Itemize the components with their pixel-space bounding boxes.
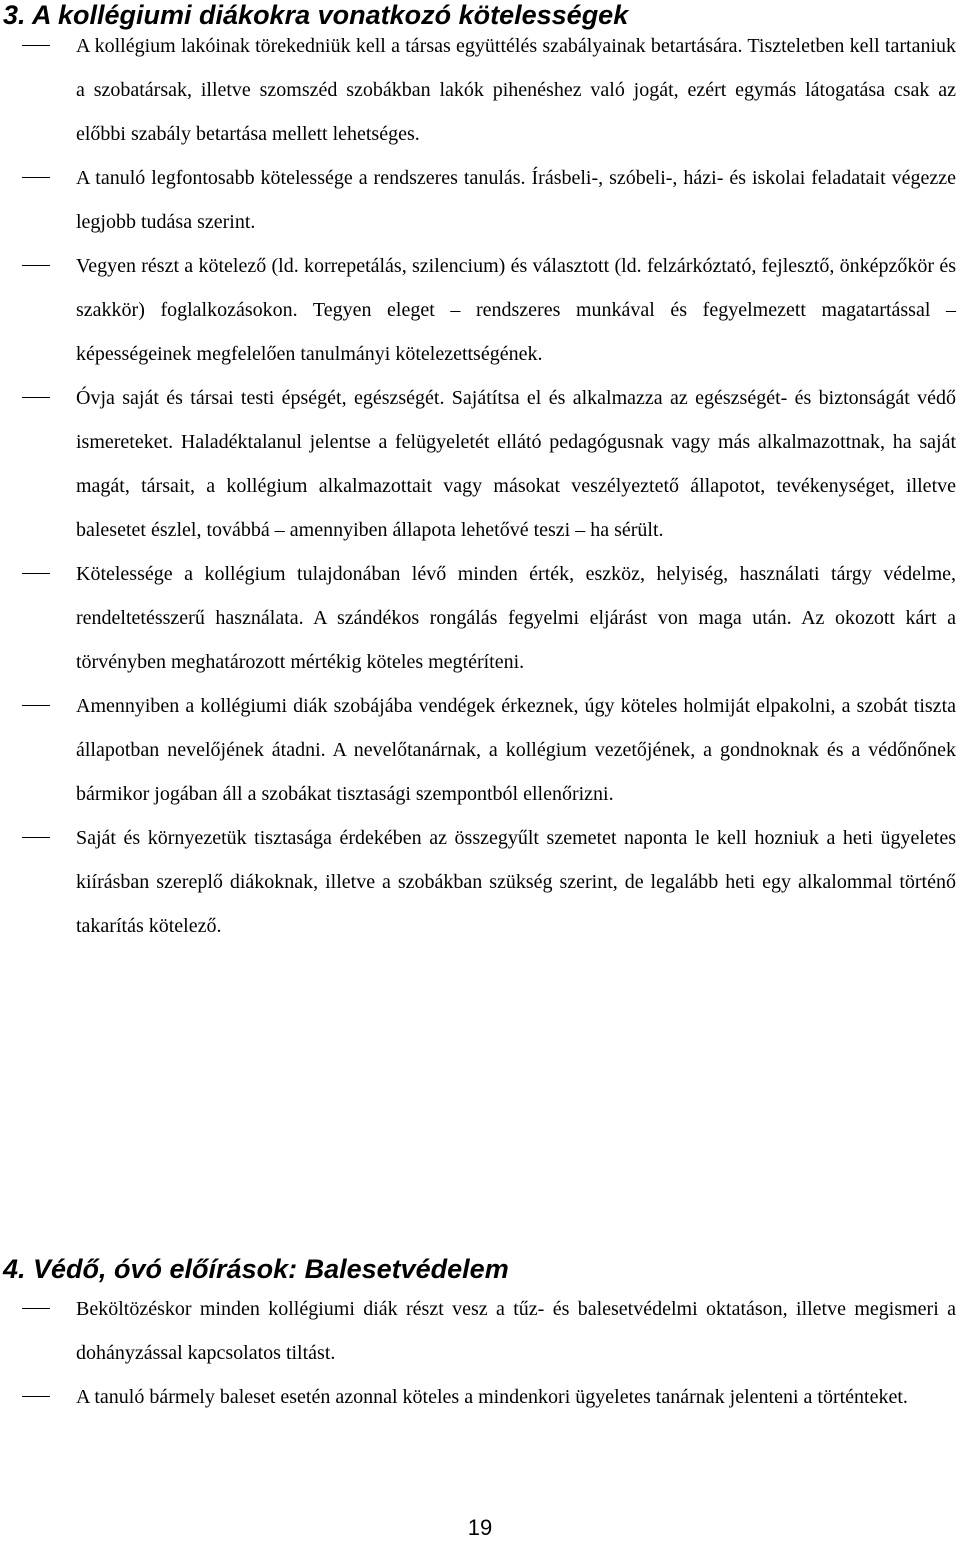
list-item <box>0 24 956 156</box>
list-item <box>0 816 956 948</box>
section-4-list <box>0 1287 956 1419</box>
list-item <box>0 552 956 684</box>
dash-bullet-icon <box>22 705 50 706</box>
dash-bullet-icon <box>22 397 50 398</box>
dash-bullet-icon <box>22 1396 50 1397</box>
list-item <box>0 684 956 816</box>
list-item-text: A kollégium lakóinak törekedniük kell a társas együttélés szabályainak betartására. Tiszteletben kell tartaniuk a szobatársak, illetve szomszéd szobákban lakók pihenéshez való jogát, ezért egymás látogatása csak az előbbi szabály betartása mellett lehetséges. <box>76 35 956 145</box>
dash-bullet-icon <box>22 573 50 574</box>
list-item <box>0 376 956 552</box>
dash-bullet-icon <box>22 177 50 178</box>
section-4-heading: 4. Védő, óvó előírások: Balesetvédelem <box>3 1254 509 1284</box>
list-item-text: Beköltözéskor minden kollégiumi diák részt vesz a tűz- és balesetvédelmi oktatáson, illetve megismeri a dohányzással kapcsolatos tiltást. <box>76 1298 956 1364</box>
list-item-text: A tanuló bármely baleset esetén azonnal köteles a mindenkori ügyeletes tanárnak jelenteni a történteket. <box>76 1386 908 1408</box>
list-item-text: Óvja saját és társai testi épségét, egészségét. Sajátítsa el és alkalmazza az egészségét- és biztonságát védő ismereteket. Haladéktalanul jelentse a felügyeletét ellátó pedagógusnak vagy más alkalmazottnak, ha saját magát, társait, a kollégium alkalmazottait vagy másokat veszélyeztető állapotot, tevékenységet, illetve balesetet észlel, továbbá – amennyiben állapota lehetővé teszi – ha sérült. <box>76 387 956 541</box>
list-item-text: Saját és környezetük tisztasága érdekében az összegyűlt szemetet naponta le kell hozniuk a heti ügyeletes kiírásban szereplő diákoknak, illetve a szobákban szükség szerint, de legalább heti egy alkalommal történő takarítás kötelező. <box>76 827 956 937</box>
list-item <box>0 1287 956 1375</box>
section-3-list <box>0 24 956 948</box>
list-item-text: Amennyiben a kollégiumi diák szobájába vendégek érkeznek, úgy köteles holmiját elpakolni, a szobát tiszta állapotban nevelőjének átadni. A nevelőtanárnak, a kollégium vezetőjének, a gondnoknak és a védőnőnek bármikor jogában áll a szobákat tisztasági szempontból ellenőrizni. <box>76 695 956 805</box>
list-item-text: Vegyen részt a kötelező (ld. korrepetálás, szilencium) és választott (ld. felzárkóztató, fejlesztő, önképzőkör és szakkör) foglalkozásokon. Tegyen eleget – rendszeres munkával és fegyelmezett magatartással – képességeinek megfelelően tanulmányi kötelezettségének. <box>76 255 956 365</box>
list-item-text: A tanuló legfontosabb kötelessége a rendszeres tanulás. Írásbeli-, szóbeli-, házi- és iskolai feladatait végezze legjobb tudása szerint. <box>76 167 956 233</box>
list-item <box>0 1375 956 1419</box>
list-item <box>0 156 956 244</box>
list-item <box>0 244 956 376</box>
dash-bullet-icon <box>22 45 50 46</box>
dash-bullet-icon <box>22 1308 50 1309</box>
dash-bullet-icon <box>22 837 50 838</box>
dash-bullet-icon <box>22 265 50 266</box>
section-3-heading: 3. A kollégiumi diákokra vonatkozó kötelességek <box>3 0 629 30</box>
page-number: 19 <box>467 1515 493 1540</box>
list-item-text: Kötelessége a kollégium tulajdonában lévő minden érték, eszköz, helyiség, használati tárgy védelme, rendeltetésszerű használata. A szándékos rongálás fegyelmi eljárást von maga után. Az okozott kárt a törvényben meghatározott mértékig köteles megtéríteni. <box>76 563 956 673</box>
